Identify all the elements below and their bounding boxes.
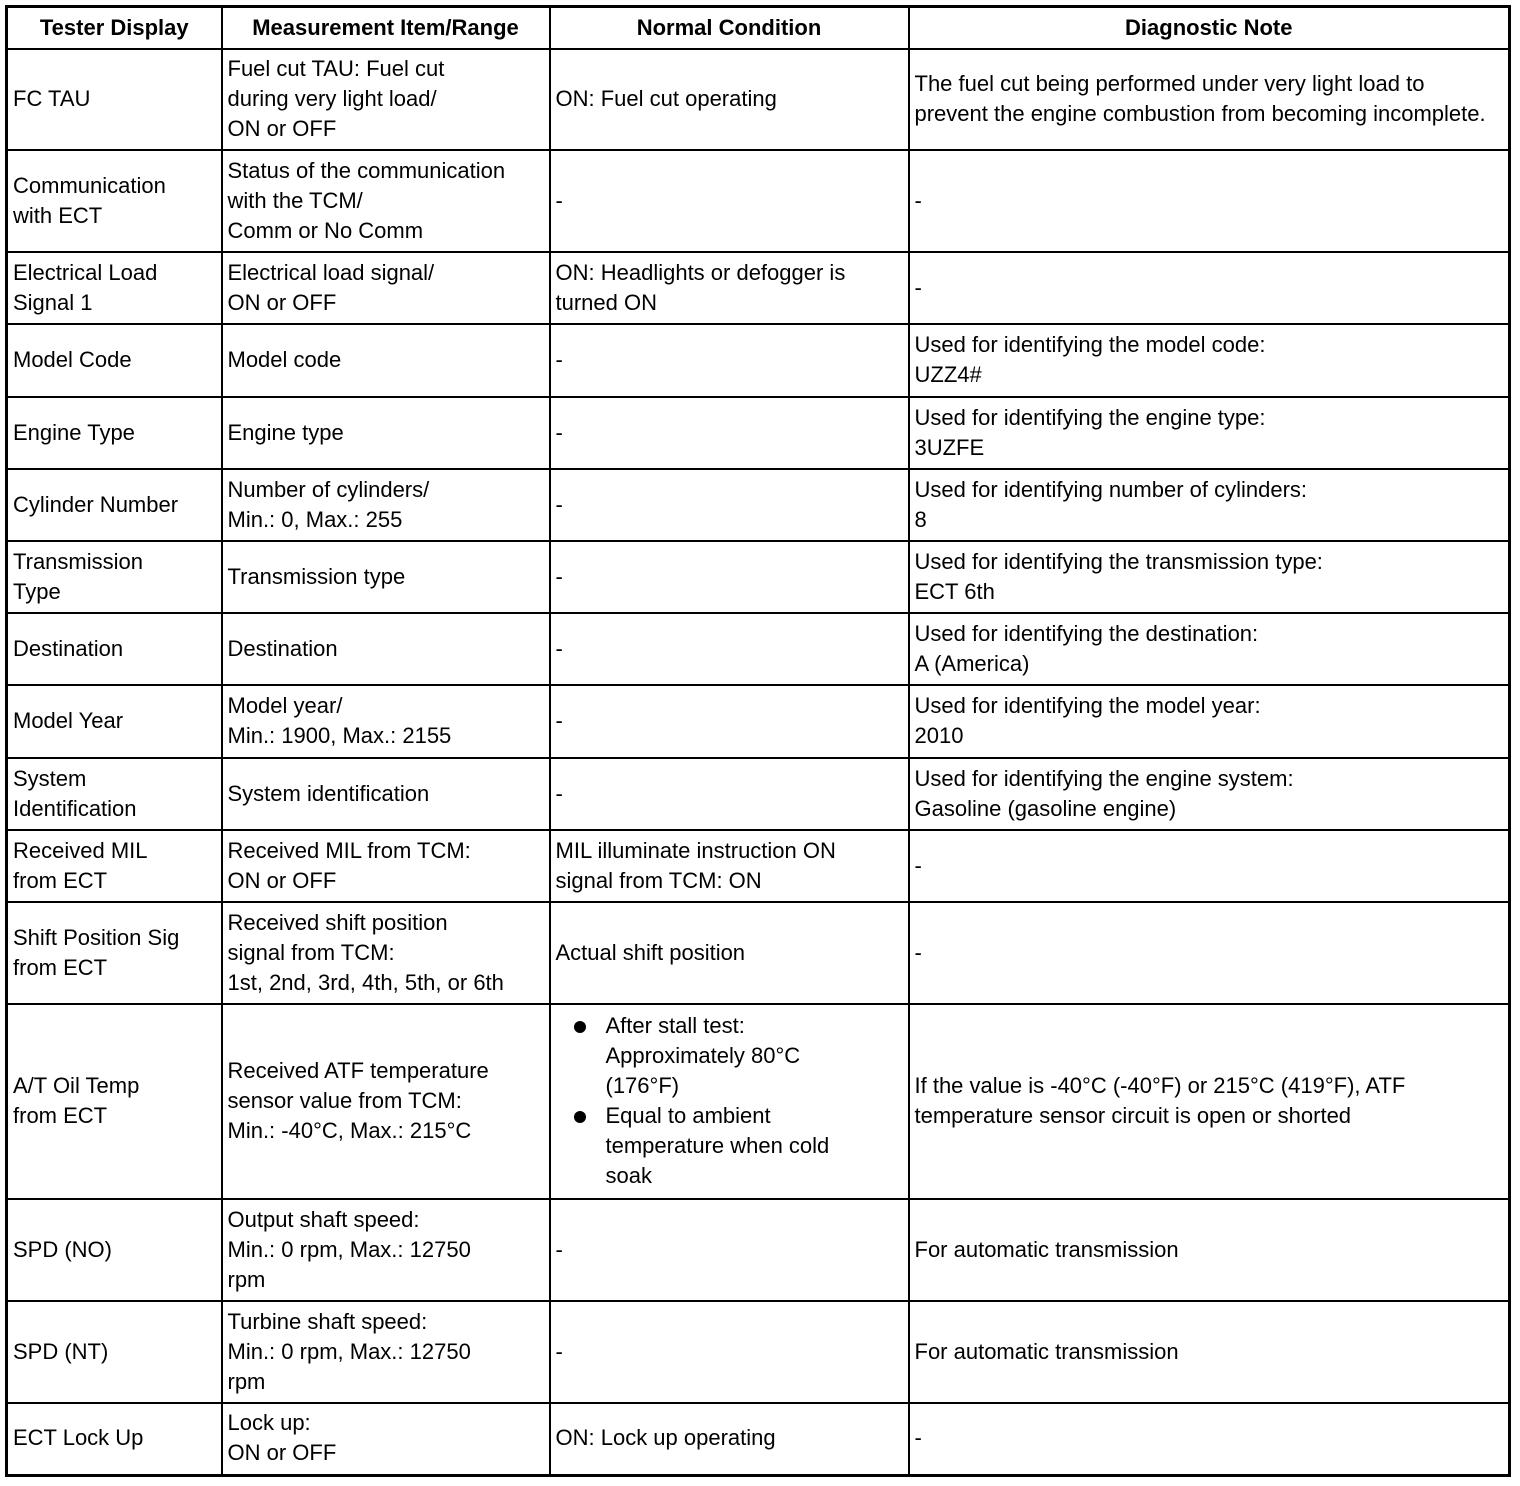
cell-diagnostic-note xyxy=(909,902,1510,1004)
cell-text-line: FC TAU xyxy=(13,86,91,111)
cell-text-line: Gasoline (gasoline engine) xyxy=(914,795,1177,821)
cell-diagnostic-note xyxy=(909,1301,1510,1403)
cell-text-line: Min.: -40°C, Max.: 215°C xyxy=(227,1118,472,1143)
cell-normal-condition xyxy=(550,324,909,397)
cell-diagnostic-note xyxy=(909,541,1510,613)
cell-tester-display xyxy=(7,469,222,541)
table-row xyxy=(7,324,1510,397)
cell-text-line: - xyxy=(914,1425,922,1451)
cell-diagnostic-note xyxy=(909,758,1510,830)
cell-tester-display xyxy=(7,49,222,150)
cell-normal-condition xyxy=(550,758,909,830)
cell-diagnostic-note xyxy=(909,685,1510,758)
cell-text-line: - xyxy=(555,708,563,733)
cell-text-line: Comm or No Comm xyxy=(227,217,424,243)
cell-text-line: Min.: 0, Max.: 255 xyxy=(227,506,403,532)
cell-text-line: Received ATF temperature xyxy=(227,1058,489,1083)
cell-text-line: After stall test: xyxy=(605,1013,745,1038)
cell-text-line: rpm xyxy=(227,1368,266,1394)
cell-tester-display xyxy=(7,541,222,613)
table-row xyxy=(7,252,1510,324)
cell-text-line: Model Code xyxy=(13,347,132,372)
condition-bullet-list xyxy=(556,1011,903,1191)
cell-tester-display xyxy=(7,830,222,902)
cell-measurement-item xyxy=(222,1199,550,1301)
cell-text-line: SPD (NO) xyxy=(13,1236,112,1262)
cell-text-line: Min.: 0 rpm, Max.: 12750 xyxy=(227,1236,471,1262)
cell-tester-display xyxy=(7,685,222,758)
table-row xyxy=(7,1301,1510,1403)
cell-text-line: Number of cylinders/ xyxy=(227,476,430,502)
cell-text-line: Communication xyxy=(13,172,166,198)
cell-text-line: - xyxy=(914,187,922,213)
cell-text-line: sensor value from TCM: xyxy=(227,1088,462,1113)
cell-text-line: The fuel cut being performed under very light load to prevent the engine combustion from becoming incomplete. xyxy=(914,71,1486,126)
cell-diagnostic-note xyxy=(909,613,1510,685)
data-list-table xyxy=(5,5,1511,1477)
cell-text-line: Fuel cut TAU: Fuel cut xyxy=(227,56,445,81)
table-row xyxy=(7,1199,1510,1301)
cell-text-line: Used for identifying the engine system: xyxy=(914,765,1294,791)
cell-text-line: from ECT xyxy=(13,1103,108,1128)
cell-text-line: MIL illuminate instruction ON xyxy=(555,837,836,863)
cell-normal-condition xyxy=(550,397,909,469)
cell-text-line: - xyxy=(914,274,922,300)
cell-measurement-item xyxy=(222,252,550,324)
cell-text-line: Used for identifying the model year: xyxy=(914,693,1261,718)
cell-diagnostic-note xyxy=(909,397,1510,469)
cell-text-line: 3UZFE xyxy=(914,434,985,460)
cell-text-line: during very light load/ xyxy=(227,86,437,111)
header-measurement-item: Measurement Item/Range xyxy=(222,7,550,50)
cell-text-line: ECT 6th xyxy=(914,578,995,604)
table-row xyxy=(7,150,1510,252)
cell-text-line: Equal to ambient xyxy=(605,1103,771,1128)
cell-text-line: A/T Oil Temp xyxy=(13,1073,140,1098)
cell-measurement-item xyxy=(222,541,550,613)
cell-text-line: with the TCM/ xyxy=(227,187,363,213)
cell-tester-display xyxy=(7,397,222,469)
cell-text-line: rpm xyxy=(227,1266,266,1292)
cell-diagnostic-note xyxy=(909,324,1510,397)
cell-text-line: Model Year xyxy=(13,708,124,733)
cell-text-line: turned ON xyxy=(555,289,657,315)
table-row xyxy=(7,541,1510,613)
table-row xyxy=(7,469,1510,541)
cell-text-line: Transmission type xyxy=(227,563,406,589)
cell-diagnostic-note xyxy=(909,469,1510,541)
cell-text-line: Used for identifying the engine type: xyxy=(914,404,1266,430)
cell-tester-display xyxy=(7,758,222,830)
cell-text-line: - xyxy=(555,419,563,445)
cell-tester-display xyxy=(7,613,222,685)
cell-text-line: Model year/ xyxy=(227,693,343,718)
header-diagnostic-note: Diagnostic Note xyxy=(909,7,1510,50)
cell-normal-condition xyxy=(550,150,909,252)
cell-normal-condition xyxy=(550,252,909,324)
cell-measurement-item xyxy=(222,397,550,469)
cell-text-line: Turbine shaft speed: xyxy=(227,1308,428,1334)
bullet-dot-icon xyxy=(574,1111,586,1123)
cell-text-line: ON or OFF xyxy=(227,867,337,893)
cell-text-line: A (America) xyxy=(914,650,1030,676)
cell-text-line: Electrical Load xyxy=(13,259,158,285)
cell-measurement-item xyxy=(222,1301,550,1403)
cell-text-line: from ECT xyxy=(13,867,108,893)
cell-text-line: Min.: 0 rpm, Max.: 12750 xyxy=(227,1338,471,1364)
condition-bullet-item xyxy=(556,1101,903,1191)
cell-text-line: Approximately 80°C xyxy=(605,1043,801,1068)
table-row xyxy=(7,613,1510,685)
cell-tester-display xyxy=(7,150,222,252)
cell-diagnostic-note xyxy=(909,49,1510,150)
cell-tester-display xyxy=(7,252,222,324)
cell-normal-condition xyxy=(550,613,909,685)
cell-text-line: signal from TCM: ON xyxy=(555,867,762,893)
cell-text-line: (176°F) xyxy=(605,1073,680,1098)
cell-text-line: temperature when cold xyxy=(605,1133,830,1158)
cell-diagnostic-note xyxy=(909,252,1510,324)
cell-text-line: 2010 xyxy=(914,723,964,748)
bullet-dot-icon xyxy=(574,1021,586,1033)
cell-text-line: ON: Fuel cut operating xyxy=(555,86,777,111)
cell-text-line: SPD (NT) xyxy=(13,1338,109,1364)
cell-text-line: Received MIL from TCM: xyxy=(227,837,471,863)
table-row xyxy=(7,1004,1510,1199)
cell-diagnostic-note xyxy=(909,830,1510,902)
table-row xyxy=(7,830,1510,902)
cell-text-line: Received MIL xyxy=(13,837,148,863)
cell-text-line: Min.: 1900, Max.: 2155 xyxy=(227,723,452,748)
table-body xyxy=(7,49,1510,1475)
cell-text-line: - xyxy=(914,939,922,965)
cell-text-line: Lock up: xyxy=(227,1410,311,1436)
cell-text-line: Used for identifying number of cylinders: xyxy=(914,476,1308,502)
cell-measurement-item xyxy=(222,830,550,902)
cell-text-line: For automatic transmission xyxy=(914,1236,1179,1262)
cell-text-line: UZZ4# xyxy=(914,362,982,387)
cell-normal-condition xyxy=(550,469,909,541)
cell-measurement-item xyxy=(222,469,550,541)
cell-text-line: ON or OFF xyxy=(227,289,337,315)
table-row xyxy=(7,902,1510,1004)
cell-text-line: - xyxy=(555,187,563,213)
cell-measurement-item xyxy=(222,685,550,758)
table-row xyxy=(7,49,1510,150)
cell-tester-display xyxy=(7,1199,222,1301)
condition-bullet-item xyxy=(556,1011,903,1101)
cell-text-line: If the value is -40°C (-40°F) or 215°C (419°F), ATF xyxy=(914,1073,1406,1098)
cell-text-line: temperature sensor circuit is open or shorted xyxy=(914,1103,1352,1128)
cell-text-line: Status of the communication xyxy=(227,157,506,183)
cell-text-line: Electrical load signal/ xyxy=(227,259,435,285)
cell-diagnostic-note xyxy=(909,150,1510,252)
cell-normal-condition xyxy=(550,685,909,758)
cell-diagnostic-note xyxy=(909,1004,1510,1199)
table-row xyxy=(7,685,1510,758)
cell-text-line: - xyxy=(555,491,563,517)
cell-measurement-item xyxy=(222,758,550,830)
cell-text-line: ECT Lock Up xyxy=(13,1425,144,1451)
cell-text-line: Shift Position Sig xyxy=(13,924,180,950)
cell-measurement-item xyxy=(222,49,550,150)
cell-text-line: Received shift position xyxy=(227,909,448,935)
cell-text-line: - xyxy=(555,635,563,661)
cell-text-line: Used for identifying the destination: xyxy=(914,620,1259,646)
cell-normal-condition xyxy=(550,49,909,150)
cell-normal-condition xyxy=(550,1199,909,1301)
table-row xyxy=(7,1403,1510,1475)
cell-text-line: - xyxy=(555,780,563,806)
cell-text-line: ON or OFF xyxy=(227,1440,337,1466)
header-normal-condition: Normal Condition xyxy=(550,7,909,50)
cell-tester-display xyxy=(7,1004,222,1199)
cell-measurement-item xyxy=(222,1004,550,1199)
cell-normal-condition xyxy=(550,1403,909,1475)
cell-normal-condition xyxy=(550,1301,909,1403)
cell-text-line: ON: Headlights or defogger is xyxy=(555,259,846,285)
cell-measurement-item xyxy=(222,150,550,252)
cell-text-line: Transmission xyxy=(13,548,143,574)
cell-normal-condition xyxy=(550,830,909,902)
table-row xyxy=(7,397,1510,469)
cell-text-line: Output shaft speed: xyxy=(227,1206,420,1232)
cell-text-line: Actual shift position xyxy=(555,939,746,965)
cell-text-line: Destination xyxy=(227,635,338,661)
cell-text-line: For automatic transmission xyxy=(914,1338,1179,1364)
cell-text-line: - xyxy=(555,1338,563,1364)
cell-diagnostic-note xyxy=(909,1199,1510,1301)
cell-text-line: - xyxy=(555,347,563,372)
cell-tester-display xyxy=(7,1301,222,1403)
cell-text-line: System identification xyxy=(227,780,430,806)
cell-text-line: signal from TCM: xyxy=(227,939,395,965)
cell-measurement-item xyxy=(222,324,550,397)
cell-tester-display xyxy=(7,902,222,1004)
cell-text-line: with ECT xyxy=(13,202,103,228)
cell-text-line: from ECT xyxy=(13,954,108,980)
header-tester-display: Tester Display xyxy=(7,7,222,50)
cell-text-line: Type xyxy=(13,578,61,604)
cell-measurement-item xyxy=(222,613,550,685)
cell-measurement-item xyxy=(222,902,550,1004)
cell-diagnostic-note xyxy=(909,1403,1510,1475)
cell-normal-condition xyxy=(550,541,909,613)
cell-text-line: Identification xyxy=(13,795,137,821)
cell-text-line: ON: Lock up operating xyxy=(555,1425,776,1451)
cell-text-line: 1st, 2nd, 3rd, 4th, 5th, or 6th xyxy=(227,969,504,995)
cell-measurement-item xyxy=(222,1403,550,1475)
cell-text-line: - xyxy=(914,852,922,878)
cell-text-line: System xyxy=(13,765,87,791)
cell-text-line: soak xyxy=(605,1163,652,1188)
cell-text-line: 8 xyxy=(914,506,927,532)
cell-text-line: ON or OFF xyxy=(227,116,337,141)
cell-tester-display xyxy=(7,324,222,397)
cell-text-line: Signal 1 xyxy=(13,289,93,315)
table-header-row xyxy=(7,7,1510,50)
cell-text-line: Cylinder Number xyxy=(13,491,179,517)
cell-text-line: - xyxy=(555,1236,563,1262)
cell-text-line: - xyxy=(555,563,563,589)
cell-tester-display xyxy=(7,1403,222,1475)
cell-text-line: Engine type xyxy=(227,419,344,445)
cell-text-line: Model code xyxy=(227,347,342,372)
cell-text-line: Used for identifying the model code: xyxy=(914,332,1266,357)
cell-normal-condition xyxy=(550,1004,909,1199)
cell-text-line: Engine Type xyxy=(13,419,135,445)
cell-text-line: Destination xyxy=(13,635,124,661)
cell-normal-condition xyxy=(550,902,909,1004)
table-row xyxy=(7,758,1510,830)
cell-text-line: Used for identifying the transmission type: xyxy=(914,548,1323,574)
